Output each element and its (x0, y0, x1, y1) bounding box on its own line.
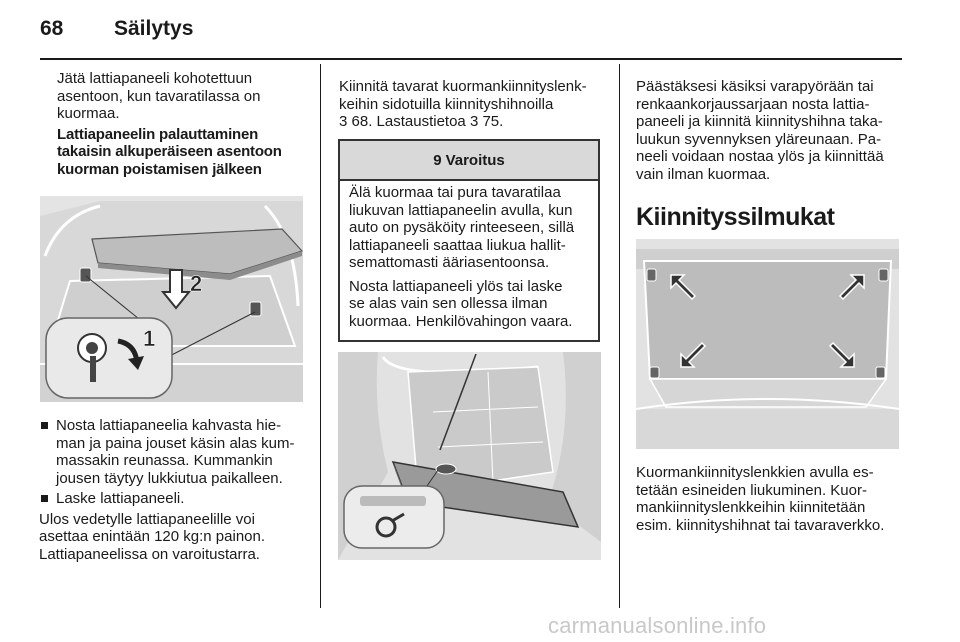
page-title: Säilytys (114, 17, 194, 40)
bullet-square-icon (41, 422, 48, 429)
floor-panel-illustration (40, 196, 303, 402)
arrow-ref-icon: 3 (339, 113, 348, 130)
col3-outro (636, 464, 910, 534)
warning-symbol-icon: 9 (433, 151, 442, 169)
page-number: 68 (40, 17, 64, 40)
page-reference[interactable]: 68. Lastaustietoa (351, 113, 466, 130)
col1-steps (40, 417, 316, 563)
col2-para1: Kiinnitä tavarat kuormankiinnityslenk- keihin sidotuilla kiinnityshihnoilla 3 68. Lastaustietoa 3 75. (339, 78, 587, 130)
col3-intro (636, 78, 906, 183)
col3-para2: Kuormankiinnityslenkkien avulla es- tetään esineiden liukuminen. Kuor- mankiinnityslenkkeihin kiinnitetään esim. kiinnityshihnat tai tavaraverkko. (636, 464, 885, 534)
arrow-ref-icon: 3 (469, 113, 479, 130)
warning-body (340, 181, 598, 330)
watermark: carmanualsonline.info (548, 613, 767, 638)
header-rule (40, 58, 902, 60)
column-divider-1 (320, 64, 321, 608)
list-item: Laske lattiapaneeli. (40, 490, 316, 508)
list-item: Nosta lattiapaneelia kahvasta hie- man ja paina jouset käsin alas kum- massakin reunassa. Kummankin jousen täytyy lukkiutua paikalleen. (40, 417, 316, 487)
column-divider-2 (619, 64, 620, 608)
trunk-strap-drawing (338, 352, 601, 560)
warning-box (338, 139, 600, 342)
warning-para1: Älä kuormaa tai pura tavaratilaa liukuvan lattiapaneelin avulla, kun auto on pysäköity rinteeseen, sillä lattiapaneeli saattaa liukua hallit- semattomasti ääriasentoonsa. (349, 184, 575, 271)
page-reference[interactable]: 75. (482, 113, 504, 130)
floor-panel-drawing (40, 196, 303, 402)
col1-intro (57, 70, 317, 178)
callout-2: 2 (190, 271, 203, 296)
cargo-ring-drawing (636, 239, 899, 449)
warning-para2: Nosta lattiapaneeli ylös tai laske se alas vain sen ollessa ilman kuormaa. Henkilövahingon vaara. (349, 277, 573, 330)
bullet-square-icon (41, 495, 48, 502)
col1-para1: Jätä lattiapaneeli kohotettuun asentoon, kun tavaratilassa on kuormaa. (57, 70, 261, 122)
col3-para1: Päästäksesi käsiksi varapyörään tai renkaankorjaussarjaan nosta lattia- paneeli ja kiinnitä kiinnityshihna taka- luukun syvennyksen yläreunaan. Pa- neeli voidaan nostaa ylös ja kiinnittää vain ilman kuormaa. (636, 78, 884, 183)
warning-title: Varoitus (445, 151, 505, 169)
warning-header (340, 141, 598, 181)
step-list (40, 417, 316, 508)
col1-subheading: Lattiapaneelin palauttaminen takaisin alkuperäiseen asentoon kuorman poistamisen jälkeen (57, 125, 282, 178)
callout-1: 1 (143, 326, 156, 351)
section-heading: Kiinnityssilmukat (636, 203, 835, 231)
cargo-ring-illustration (636, 239, 899, 449)
col2-intro (339, 78, 607, 131)
col1-para2: Ulos vedetylle lattiapaneelille voi asettaa enintään 120 kg:n painon. Lattiapaneelissa on varoitustarra. (39, 510, 266, 563)
trunk-strap-illustration (338, 352, 601, 560)
